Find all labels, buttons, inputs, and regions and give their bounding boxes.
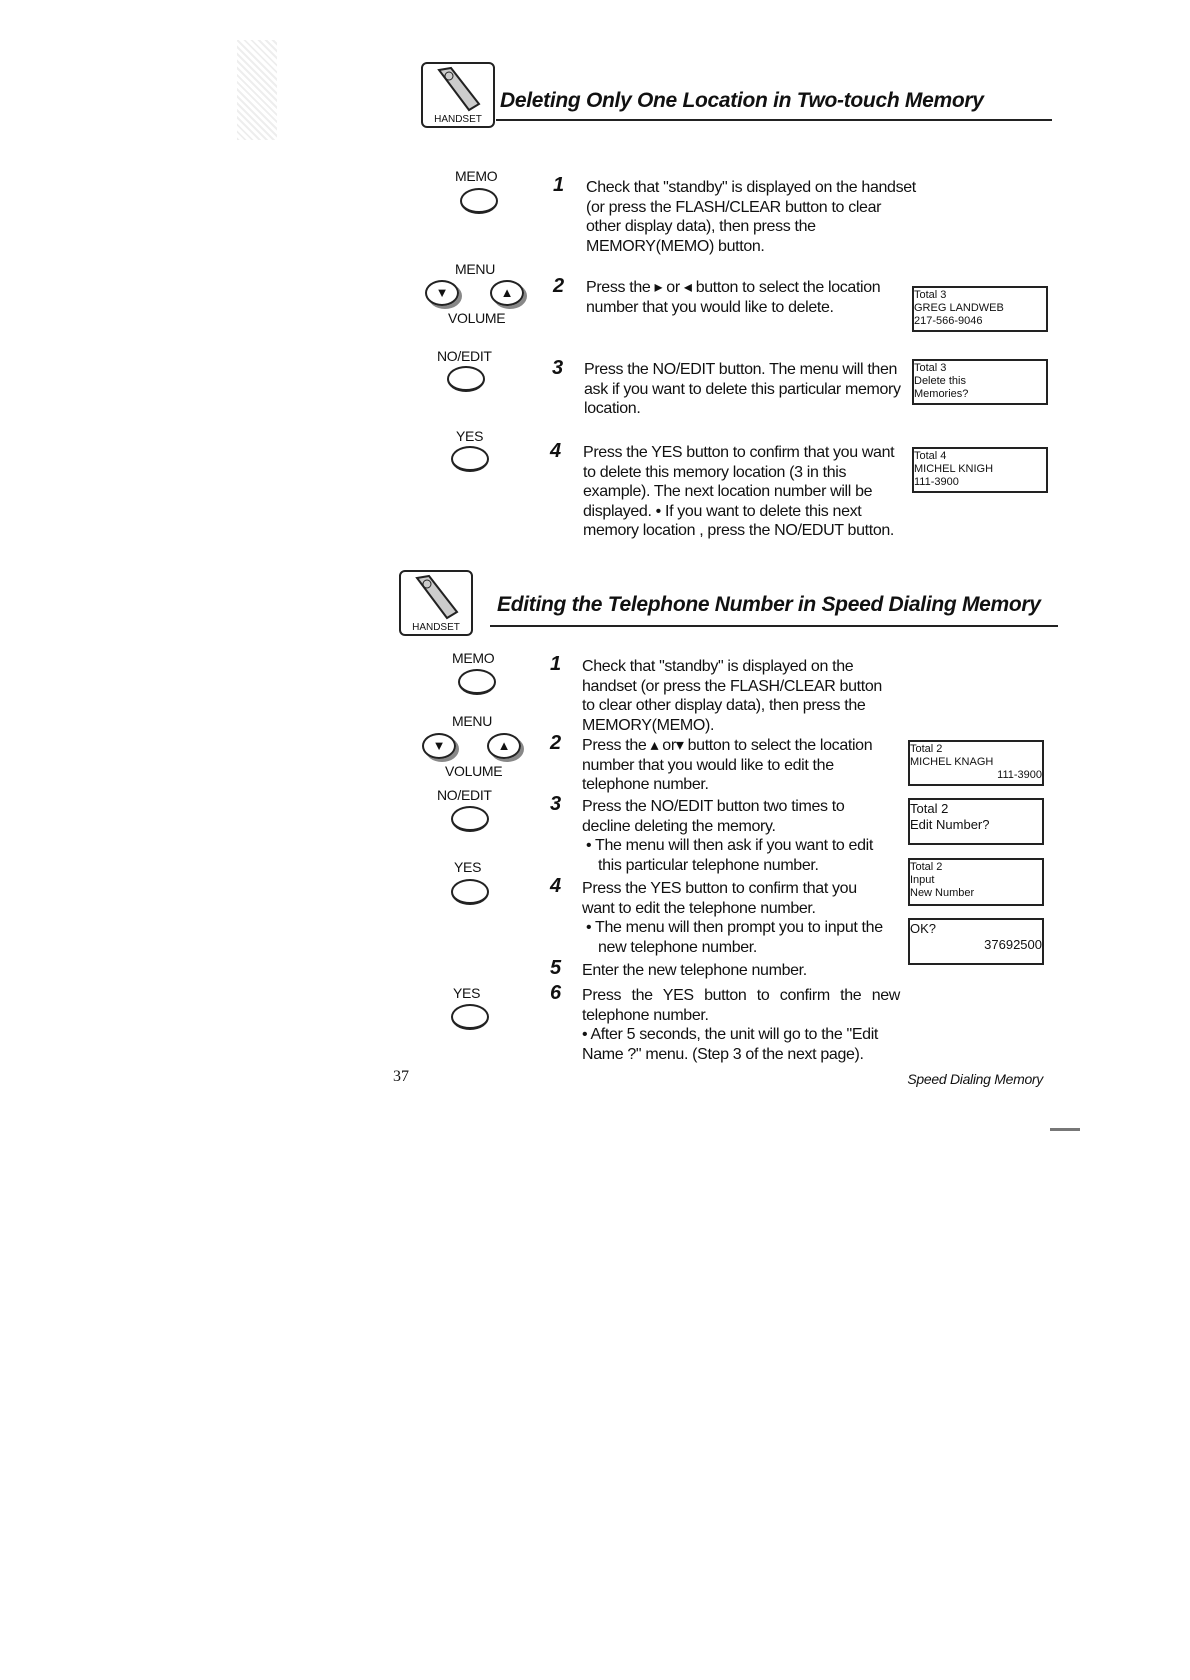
step-number: 2 <box>553 275 565 297</box>
lcd-line: Total 2 <box>910 801 949 816</box>
step-number: 5 <box>550 957 562 979</box>
scan-artifact <box>237 40 277 140</box>
lcd-line: 111-3900 <box>997 769 1042 781</box>
step-number: 1 <box>553 174 565 196</box>
lcd-line: 111-3900 <box>914 476 959 488</box>
volume-label: VOLUME <box>448 310 506 326</box>
lcd-line: MICHEL KNAGH <box>910 756 994 768</box>
handset-icon <box>399 570 473 636</box>
phone-handset-icon <box>401 572 471 622</box>
yes-button-confirm[interactable] <box>451 1004 489 1030</box>
lcd-line: Total 3 <box>914 362 947 374</box>
lcd-line: MICHEL KNIGH <box>914 463 994 475</box>
title-rule <box>496 119 1052 121</box>
lcd-line: Memories? <box>914 388 969 400</box>
volume-label: VOLUME <box>445 763 503 779</box>
memo-label: MEMO <box>452 650 495 666</box>
noedit-button[interactable] <box>451 806 489 832</box>
scan-artifact <box>1050 1128 1080 1131</box>
lcd-display <box>908 858 1044 906</box>
step-text: Check that "standby" is displayed on the handset (or press the FLASH/CLEAR button to clear other display data), then press the MEMORY(MEMO). <box>582 658 882 734</box>
menu-label: MENU <box>452 713 493 729</box>
step-number: 6 <box>550 982 562 1004</box>
lcd-line: 37692500 <box>984 937 1042 952</box>
lcd-line: Delete this <box>914 375 966 387</box>
lcd-line: 217-566-9046 <box>914 315 983 327</box>
step-text <box>582 797 892 875</box>
noedit-label: NO/EDIT <box>437 787 492 803</box>
yes-button[interactable] <box>451 879 489 905</box>
down-arrow-button[interactable]: ▼ <box>422 733 456 759</box>
memo-button[interactable] <box>460 188 498 214</box>
lcd-display <box>912 447 1048 493</box>
up-arrow-button[interactable]: ▲ <box>490 280 524 306</box>
step-number: 1 <box>550 653 562 675</box>
section-title: Editing the Telephone Number in Speed Dialing Memory <box>497 593 1041 616</box>
yes-label: YES <box>453 985 481 1001</box>
handset-label: HANDSET <box>434 114 482 125</box>
step-number: 3 <box>552 357 564 379</box>
step-main-text: Press the NO/EDIT button two times to decline deleting the memory. <box>582 798 845 835</box>
step-number: 2 <box>550 732 562 754</box>
step-text <box>582 879 892 957</box>
step-main-text: Press the YES button to confirm the new telephone number. <box>582 987 900 1024</box>
lcd-line: Total 2 <box>910 861 943 873</box>
step-bullet: • The menu will then ask if you want to edit this particular telephone number. <box>586 837 873 874</box>
step-text: Press the NO/EDIT button. The menu will then ask if you want to delete this particular memory location. <box>584 361 901 417</box>
lcd-display <box>912 359 1048 405</box>
lcd-line: OK? <box>910 921 937 936</box>
yes-button[interactable] <box>451 446 489 472</box>
step-text <box>582 986 922 1064</box>
step-text: Check that "standby" is displayed on the handset (or press the FLASH/CLEAR button to clear other display data), then press the MEMORY(MEMO) button. <box>586 179 916 255</box>
step-number: 3 <box>550 793 562 815</box>
lcd-line: Edit Number? <box>910 817 990 832</box>
page-number: 37 <box>393 1068 409 1085</box>
lcd-display <box>912 286 1048 332</box>
lcd-line: Total 4 <box>914 450 947 462</box>
yes-label: YES <box>454 859 482 875</box>
up-arrow-button[interactable]: ▲ <box>487 733 521 759</box>
noedit-label: NO/EDIT <box>437 348 492 364</box>
lcd-line: Input <box>910 874 935 886</box>
lcd-line: New Number <box>910 887 975 899</box>
memo-label: MEMO <box>455 168 498 184</box>
handset-icon <box>421 62 495 128</box>
lcd-display <box>908 740 1044 786</box>
step-bullet: • After 5 seconds, the unit will go to the "Edit Name ?" menu. (Step 3 of the next page). <box>582 1026 878 1063</box>
yes-label: YES <box>456 428 484 444</box>
lcd-line: GREG LANDWEB <box>914 302 1004 314</box>
step-bullet: • The menu will then prompt you to input the new telephone number. <box>586 919 883 956</box>
step-text: Enter the new telephone number. <box>582 962 807 979</box>
section-title: Deleting Only One Location in Two-touch Memory <box>500 89 984 112</box>
step-number: 4 <box>550 440 562 462</box>
step-number: 4 <box>550 875 562 897</box>
noedit-button[interactable] <box>447 366 485 392</box>
lcd-display <box>908 918 1044 965</box>
step-text: Press the ▴ or▾ button to select the location number that you would like to edit the telephone number. <box>582 737 873 793</box>
phone-handset-icon <box>423 64 493 114</box>
lcd-line: Total 3 <box>914 289 947 301</box>
running-footer: Speed Dialing Memory <box>907 1071 1043 1087</box>
lcd-display <box>908 798 1044 845</box>
handset-label: HANDSET <box>412 622 460 633</box>
memo-button[interactable] <box>458 669 496 695</box>
step-text: Press the ▸ or ◂ button to select the location number that you would like to delete. <box>586 279 881 316</box>
step-main-text: Press the YES button to confirm that you want to edit the telephone number. <box>582 880 857 917</box>
down-arrow-button[interactable]: ▼ <box>425 280 459 306</box>
step-text: Press the YES button to confirm that you want to delete this memory location (3 in this example). The next location number will be displayed. • If you want to delete this next memory location , press the NO/EDUT button. <box>583 444 895 539</box>
menu-label: MENU <box>455 261 496 277</box>
lcd-line: Total 2 <box>910 743 943 755</box>
title-rule <box>490 625 1058 627</box>
